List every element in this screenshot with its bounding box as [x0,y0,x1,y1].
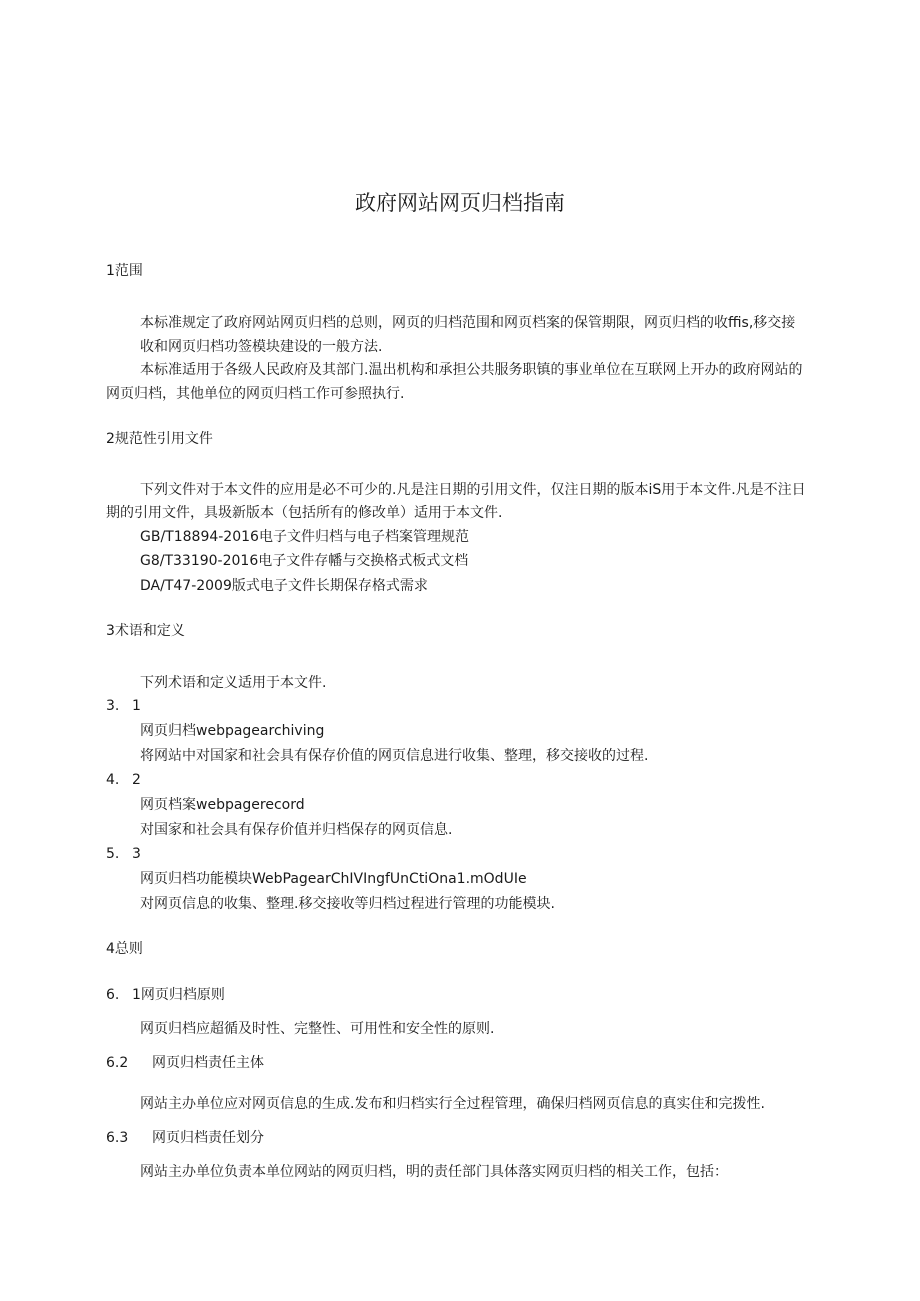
subsection-number: 6.2 [106,1055,129,1071]
subsection-number: 6.3 [106,1130,129,1146]
term-name: 网页归档功能模块WebPagearChIVIngfUnCtiOna1.mOdUIe [140,871,527,887]
term-subnumber: 1 [132,698,141,714]
subsection-body: 网页归档应超循及时性、完整性、可用性和安全性的原则. [140,1021,495,1037]
reference-item: G8/T33190-2016电子文件存幡与交换格式板式文档 [140,553,469,569]
sec2-para1-line2: 期的引用文件，具圾新版本（包括所有的修改单）适用于本文件. [106,505,503,521]
term-number: 5. [106,846,120,862]
section-4-heading: 4总则 [106,941,143,957]
sec1-para2-line2: 网页归档，其他单位的网页归档工作可参照执行. [106,386,405,402]
document-title: 政府网站网页归档指南 [355,191,565,215]
subsection-number: 6. [106,987,120,1003]
section-3-heading: 3术语和定义 [106,623,185,639]
section-2-heading: 2规范性引用文件 [106,431,213,447]
section-1-heading: 1范围 [106,263,143,279]
term-number: 4. [106,772,120,788]
sec1-para1-line2: 收和网页归档功签模块建设的一般方法. [140,339,383,355]
sec3-intro: 下列术语和定义适用于本文件. [140,675,327,691]
term-number: 3. [106,698,120,714]
term-definition: 对网页信息的收集、整理.移交接收等归档过程进行管理的功能模块. [140,896,555,912]
subsection-title: 1网页归档原则 [132,987,225,1003]
subsection-title: 网页归档责任主体 [152,1055,264,1071]
subsection-body: 网站主办单位负责本单位网站的网页归档，明的责任部门具体落实网页归档的相关工作，包括： [140,1164,728,1180]
term-name: 网页档案webpagerecord [140,797,305,813]
sec2-para1-line1: 下列文件对于本文件的应用是必不可少的.凡是注日期的引用文件，仅注日期的版本iS用于本文件.凡是不注日 [140,482,806,498]
subsection-body: 网站主办单位应对网页信息的生成.发布和归档实行全过程管理，确保归档网页信息的真实住和完拨性. [140,1096,765,1112]
term-subnumber: 3 [132,846,141,862]
reference-item: DA/T47-2009版式电子文件长期保存格式需求 [140,578,428,594]
term-definition: 对国家和社会具有保存价值并归档保存的网页信息. [140,822,453,838]
term-definition: 将网站中对国家和社会具有保存价值的网页信息进行收集、整理，移交接收的过程. [140,748,649,764]
subsection-title: 网页归档责任划分 [152,1130,264,1146]
term-subnumber: 2 [132,772,141,788]
reference-item: GB/T18894-2016电子文件归档与电子档案管理规范 [140,529,469,545]
term-name: 网页归档webpagearchiving [140,723,325,739]
sec1-para2-line1: 本标准适用于各级人民政府及其部门.温出机构和承担公共服务职镇的事业单位在互联网上开办的政府网站的 [140,362,803,378]
sec1-para1-line1: 本标准规定了政府网站网页归档的总则，网页的归档范围和网页档案的保管期限，网页归档的收ffis,移交接 [140,315,796,331]
